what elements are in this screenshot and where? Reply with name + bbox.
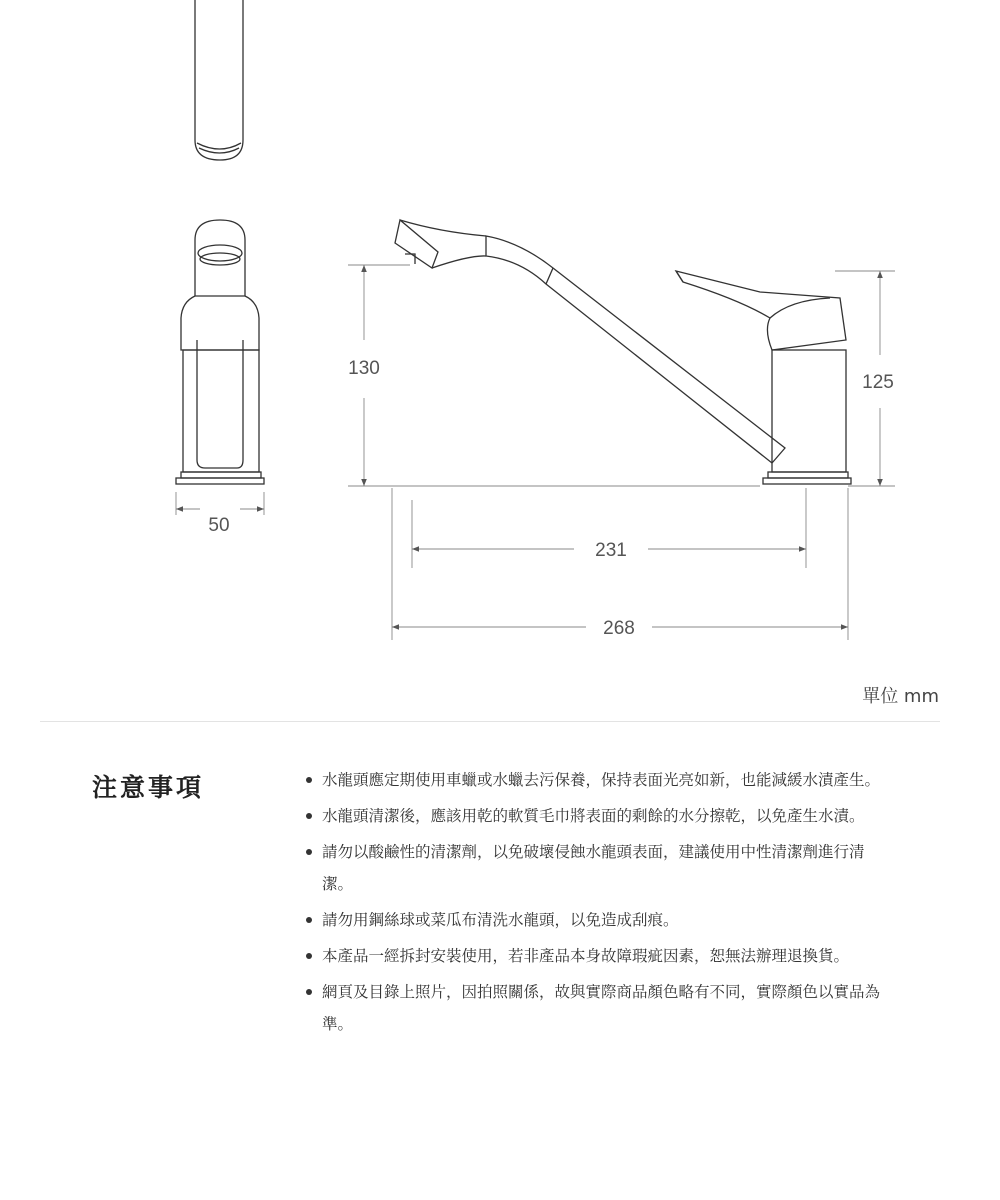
faucet-side-view [395, 220, 851, 484]
spout-reach-label: 231 [595, 540, 627, 561]
list-item: 請勿用鋼絲球或菜瓜布清洗水龍頭，以免造成刮痕。 [304, 904, 894, 936]
spout-height-label: 130 [348, 358, 380, 379]
unit-label: 單位 mm [862, 686, 939, 707]
list-item: 網頁及目錄上照片，因拍照關係，故與實際商品顏色略有不同，實際顏色以實品為準。 [304, 976, 894, 1040]
section-title: 注意事項 [92, 773, 205, 802]
base-width-label: 50 [208, 515, 230, 536]
faucet-top-view [195, 0, 243, 160]
list-item: 本產品一經拆封安裝使用，若非產品本身故障瑕疵因素，恕無法辦理退換貨。 [304, 940, 894, 972]
list-item: 水龍頭清潔後，應該用乾的軟質毛巾將表面的剩餘的水分擦乾，以免產生水漬。 [304, 800, 894, 832]
total-length-label: 268 [603, 618, 635, 639]
section-divider [40, 721, 940, 722]
care-notes-list [304, 764, 894, 1044]
list-item: 請勿以酸鹼性的清潔劑，以免破壞侵蝕水龍頭表面，建議使用中性清潔劑進行清潔。 [304, 836, 894, 900]
body-height-label: 125 [862, 372, 894, 393]
list-item: 水龍頭應定期使用車蠟或水蠟去污保養，保持表面光亮如新，也能減緩水漬產生。 [304, 764, 894, 796]
faucet-front-view [176, 220, 264, 484]
dimension-lines [176, 265, 895, 640]
